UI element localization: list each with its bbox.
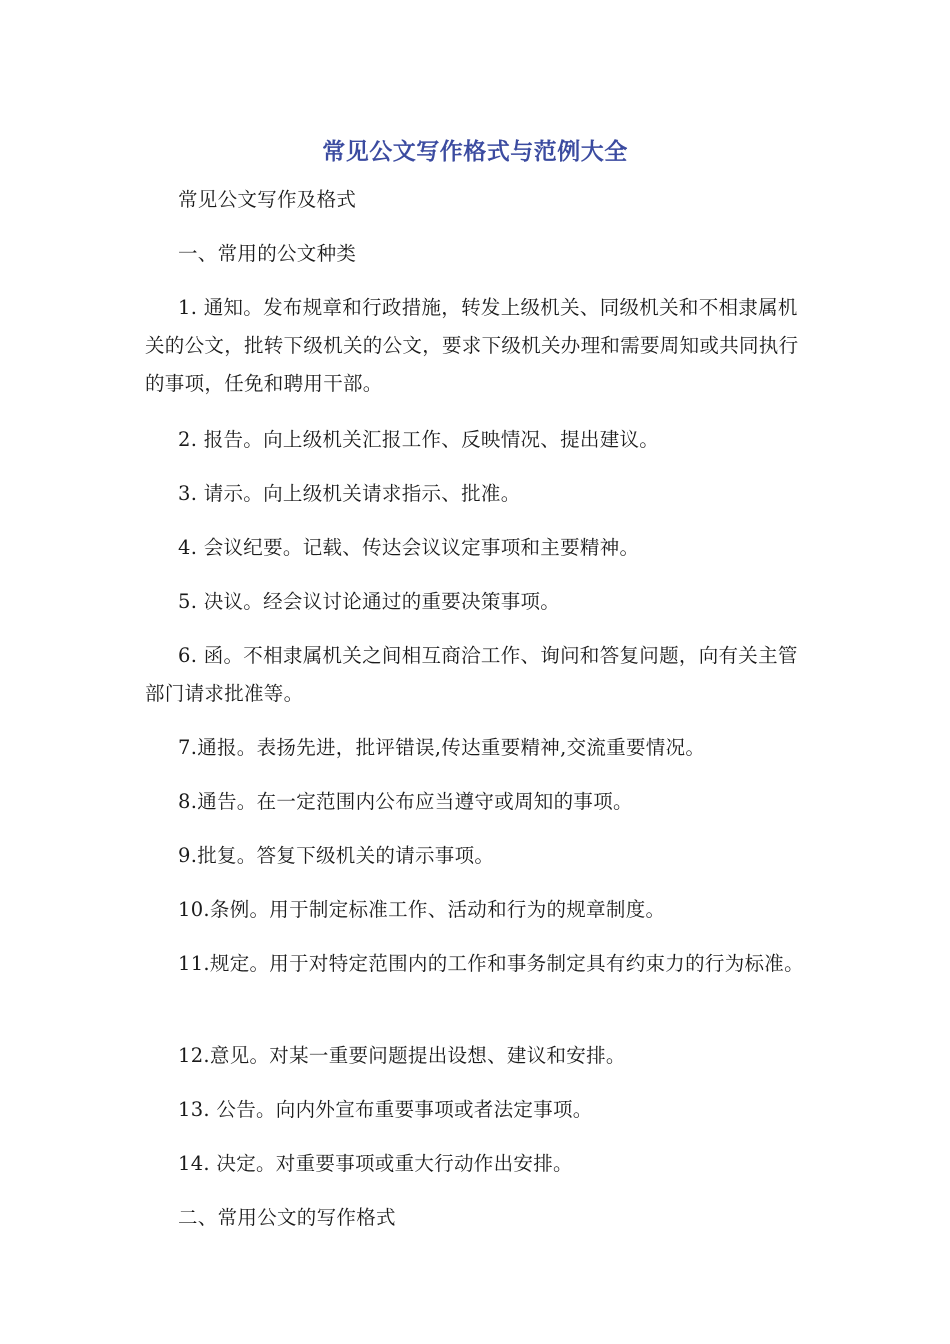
list-item-13: 13. 公告。向内外宣布重要事项或者法定事项。 — [178, 1098, 593, 1121]
list-item-3: 3. 请示。向上级机关请求指示、批准。 — [178, 482, 521, 505]
list-item-6: 6. 函。不相隶属机关之间相互商洽工作、询问和答复问题，向有关主管部门请求批准等。 — [145, 644, 798, 705]
list-item-11: 11.规定。用于对特定范围内的工作和事务制定具有约束力的行为标准。 — [178, 952, 804, 975]
list-item-8: 8.通告。在一定范围内公布应当遵守或周知的事项。 — [178, 790, 633, 813]
section-heading-2: 二、常用公文的写作格式 — [178, 1206, 396, 1229]
list-item-10: 10.条例。用于制定标准工作、活动和行为的规章制度。 — [178, 898, 666, 921]
list-item-2: 2. 报告。向上级机关汇报工作、反映情况、提出建议。 — [178, 428, 660, 451]
list-item-12: 12.意见。对某一重要问题提出设想、建议和安排。 — [178, 1044, 626, 1067]
list-item-1: 1. 通知。发布规章和行政措施，转发上级机关、同级机关和不相隶属机关的公文，批转下级机关的公文，要求下级机关办理和需要周知或共同执行的事项，任免和聘用干部。 — [145, 296, 799, 395]
document-title: 常见公文写作格式与范例大全 — [322, 139, 628, 165]
list-item-7: 7.通报。表扬先进，批评错误,传达重要精神,交流重要情况。 — [178, 736, 706, 759]
list-item-14: 14. 决定。对重要事项或重大行动作出安排。 — [178, 1152, 573, 1175]
list-item-4: 4. 会议纪要。记载、传达会议议定事项和主要精神。 — [178, 536, 640, 559]
paragraph-subtitle: 常见公文写作及格式 — [178, 188, 357, 211]
list-item-9: 9.批复。答复下级机关的请示事项。 — [178, 844, 495, 867]
list-item-5: 5. 决议。经会议讨论通过的重要决策事项。 — [178, 590, 561, 613]
section-heading-1: 一、常用的公文种类 — [178, 242, 357, 265]
